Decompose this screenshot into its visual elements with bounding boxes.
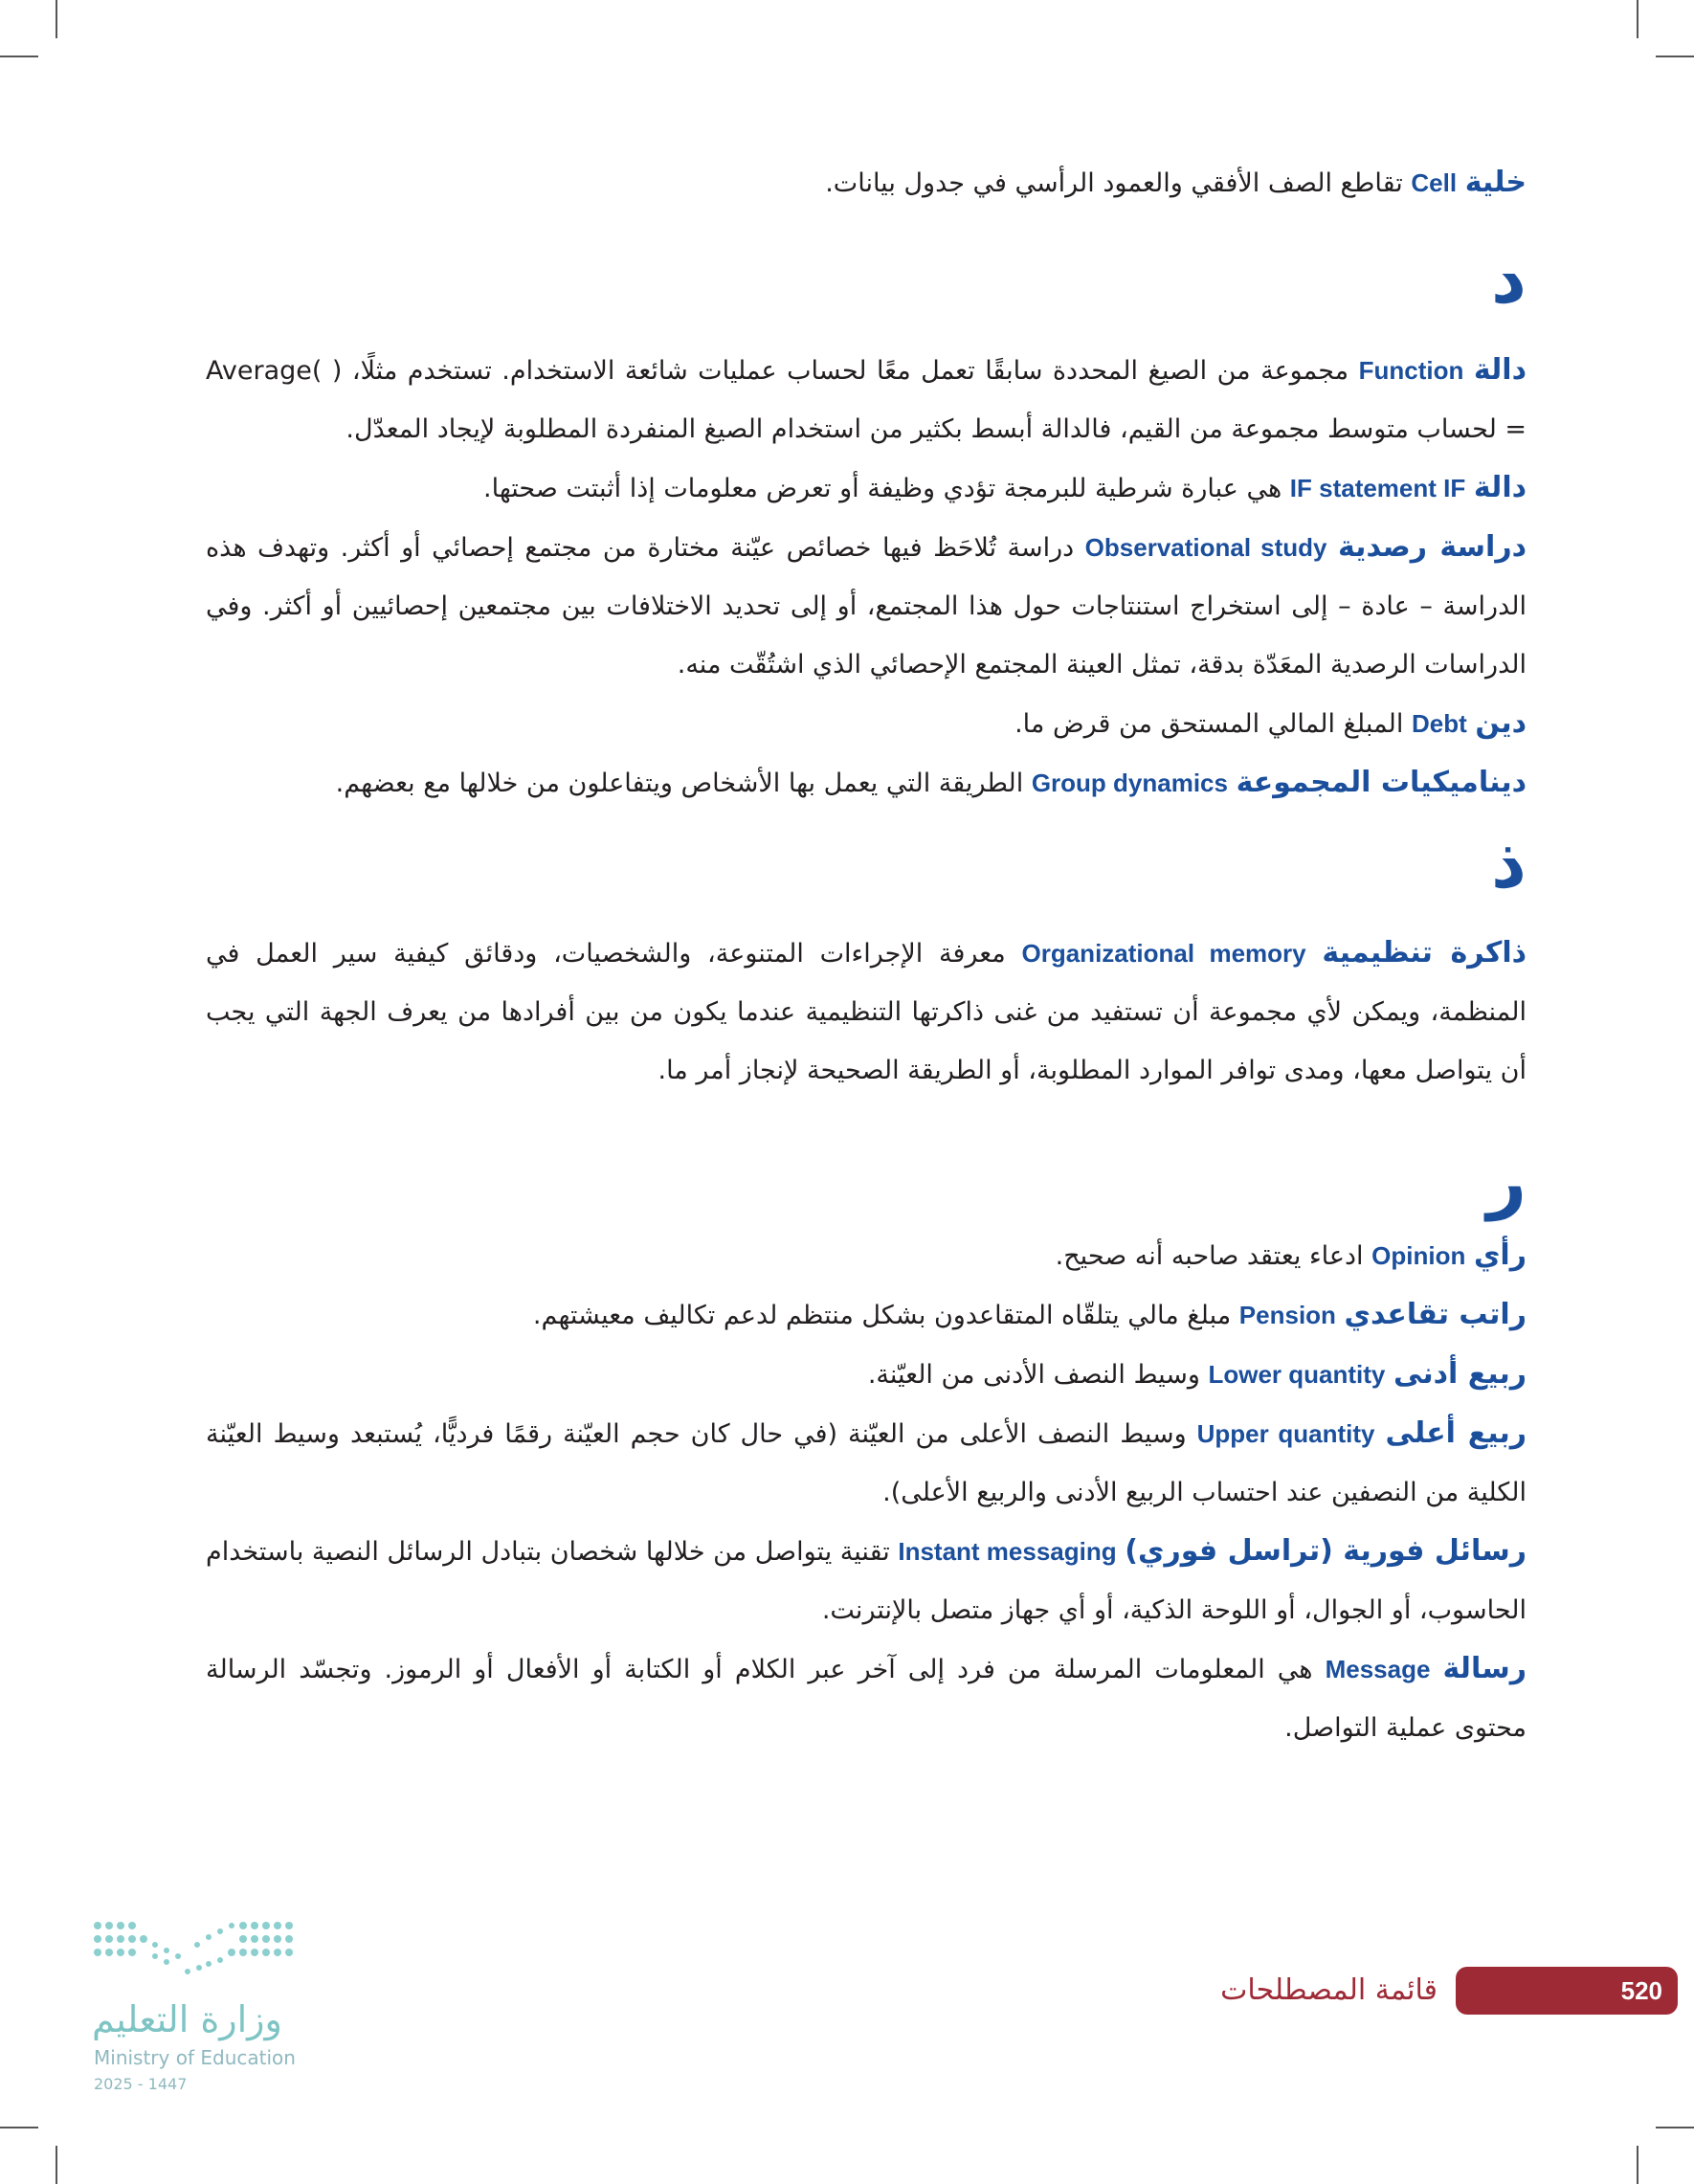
glossary-entry: [206, 153, 1527, 212]
definition: مبلغ مالي يتلقّاه المتقاعدون بشكل منتظم لدعم تكاليف معيشتهم.: [532, 1301, 1232, 1330]
glossary-entry: [206, 341, 1527, 458]
term-english: Upper quantity: [1196, 1419, 1375, 1448]
glossary-content: [206, 153, 1527, 1757]
definition: المبلغ المالي المستحق من قرض ما.: [1014, 709, 1404, 739]
crop-mark: [0, 56, 38, 57]
definition: هي المعلومات المرسلة من فرد إلى آخر عبر الكلام أو الكتابة أو الأفعال أو الرموز. وتجسّد الرسالة محتوى عملية التواصل.: [206, 1655, 1527, 1743]
term-english: IF statement IF: [1289, 474, 1466, 502]
definition: تقاطع الصف الأفقي والعمود الرأسي في جدول بيانات.: [825, 168, 1403, 198]
term-english: Function: [1358, 356, 1464, 385]
term-arabic: ذاكرة تنظيمية: [1322, 936, 1527, 969]
footer-bar: [1456, 1967, 1678, 2015]
term-arabic: دالة: [1473, 471, 1527, 504]
logo-year: 2025 - 1447: [94, 2075, 188, 2093]
term-arabic: خلية: [1464, 166, 1527, 199]
term-arabic: دالة: [1473, 353, 1527, 387]
crop-mark: [1637, 0, 1638, 38]
term-arabic: ربيع أدنى: [1393, 1357, 1527, 1391]
definition: ادعاء يعتقد صاحبه أنه صحيح.: [1055, 1241, 1364, 1271]
term-arabic: دراسة رصدية: [1337, 530, 1527, 564]
term-english: Organizational memory: [1021, 939, 1306, 968]
term-english: Pension: [1238, 1301, 1336, 1329]
definition: الطريقة التي يعمل بها الأشخاص ويتفاعلون من خلالها مع بعضهم.: [335, 769, 1024, 798]
term-arabic: رسالة: [1442, 1652, 1527, 1685]
section-letter: د: [1491, 238, 1527, 319]
glossary-entry: [206, 1345, 1527, 1404]
term-english: Message: [1325, 1655, 1431, 1683]
crop-mark: [1656, 56, 1694, 57]
term-english: Opinion: [1371, 1241, 1466, 1270]
term-arabic: دين: [1475, 706, 1527, 740]
term-english: Debt: [1411, 709, 1467, 738]
glossary-entry: [206, 694, 1527, 753]
glossary-entry: [206, 458, 1527, 518]
section-letter: ر: [1486, 1141, 1527, 1221]
logo-english-text: Ministry of Education: [94, 2046, 296, 2069]
definition: وسيط النصف الأدنى من العيّنة.: [867, 1360, 1200, 1390]
term-arabic: رسائل فورية (تراسل فوري): [1125, 1534, 1527, 1568]
glossary-entry: [206, 1639, 1527, 1757]
logo-arabic-text: وزارة التعليم: [92, 1998, 282, 2040]
crop-mark: [1656, 2127, 1694, 2128]
glossary-entry: [206, 1226, 1527, 1285]
crop-mark: [0, 2127, 38, 2128]
page-number: 520: [1620, 1976, 1662, 2005]
definition: معرفة الإجراءات المتنوعة، والشخصيات، ودقائق كيفية سير العمل في المنظمة، ويمكن لأي مجموعة أن تستفيد من غنى ذاكرتها التنظيمية عندما يكون من بين أفرادها من يعرف الجهة التي يجب أن يتواصل معها، ومدى توافر الموارد المطلوبة، أو الطريقة الصحيحة لإنجاز أمر ما.: [206, 939, 1527, 1085]
crop-mark: [56, 2146, 57, 2184]
definition: هي عبارة شرطية للبرمجة تؤدي وظيفة أو تعرض معلومات إذا أثبتت صحتها.: [483, 474, 1282, 503]
term-arabic: ديناميكيات المجموعة: [1236, 766, 1527, 799]
section-letter: ذ: [1491, 823, 1527, 903]
glossary-entry: [206, 924, 1527, 1100]
glossary-entry: [206, 753, 1527, 813]
ministry-logo: [92, 1916, 312, 2107]
term-arabic: ربيع أعلى: [1385, 1416, 1527, 1450]
footer-title: قائمة المصطلحات: [1220, 1973, 1438, 2007]
glossary-entry: [206, 1522, 1527, 1639]
crop-mark: [56, 0, 57, 38]
definition: وسيط النصف الأعلى من العيّنة (في حال كان حجم العيّنة رقمًا فرديًّا، يُستبعد وسيط العيّنة الكلية من النصفين عند احتساب الربيع الأدنى والربيع الأعلى).: [206, 1419, 1527, 1507]
term-arabic: رأي: [1473, 1238, 1527, 1272]
logo-dots-icon: [92, 1916, 302, 1993]
definition: تقنية يتواصل من خلالها شخصان بتبادل الرسائل النصية باستخدام الحاسوب، أو الجوال، أو اللوحة الذكية، أو أي جهاز متصل بالإنترنت.: [206, 1537, 1527, 1625]
term-english: Cell: [1411, 168, 1458, 197]
definition: دراسة تُلاحَظ فيها خصائص عيّنة مختارة من مجتمع إحصائي أو أكثر. وتهدف هذه الدراسة – عادة – إلى استخراج استنتاجات حول هذا المجتمع، أو إلى تحديد الاختلافات بين مجتمعين إحصائيين أو أكثر. وفي الدراسات الرصدية المعَدّة بدقة، تمثل العينة المجتمع الإحصائي الذي اشتُقّت منه.: [206, 533, 1527, 680]
term-arabic: راتب تقاعدي: [1344, 1298, 1527, 1331]
term-english: Group dynamics: [1031, 769, 1228, 797]
term-english: Observational study: [1084, 533, 1327, 562]
glossary-entry: [206, 1404, 1527, 1522]
term-english: Instant messaging: [898, 1537, 1117, 1566]
term-english: Lower quantity: [1208, 1360, 1386, 1389]
glossary-entry: [206, 518, 1527, 694]
glossary-entry: [206, 1285, 1527, 1345]
definition: مجموعة من الصيغ المحددة سابقًا تعمل معًا لحساب عمليات شائعة الاستخدام. تستخدم مثلًا، ( )Average = لحساب متوسط مجموعة من القيم، فالدالة أبسط بكثير من استخدام الصيغ المنفردة المطلوبة لإيجاد المعدّل.: [206, 356, 1527, 444]
crop-mark: [1637, 2146, 1638, 2184]
